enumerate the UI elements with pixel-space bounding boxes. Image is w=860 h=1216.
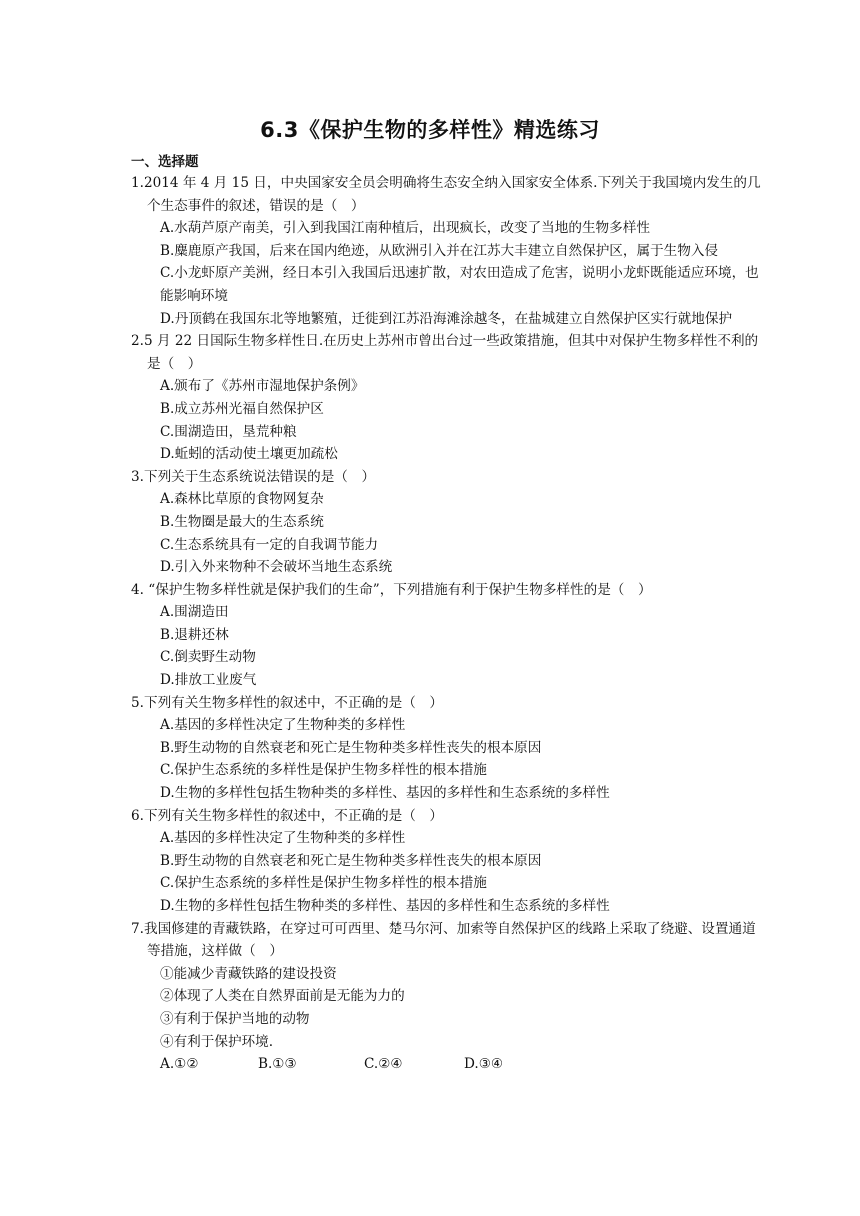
option-b: B.麋鹿原产我国，后来在国内绝迹，从欧洲引入并在江苏大丰建立自然保护区，属于生物入侵 <box>160 242 719 259</box>
question-5 <box>131 692 761 805</box>
option-c: C.小龙虾原产美洲，经日本引入我国后迅速扩散，对农田造成了危害，说明小龙虾既能适应环境，也能影响环境 <box>160 265 759 304</box>
option-b: B.野生动物的自然衰老和死亡是生物种类多样性丧失的根本原因 <box>160 739 542 756</box>
option-c: C.生态系统具有一定的自我调节能力 <box>160 536 379 553</box>
question-stem: 4. “保护生物多样性就是保护我们的生命”，下列措施有利于保护生物多样性的是（ ） <box>131 581 652 598</box>
option-a: A.水葫芦原产南美，引入到我国江南种植后，出现疯长，改变了当地的生物多样性 <box>160 220 650 237</box>
answer-choices-row <box>131 1053 761 1076</box>
question-4 <box>131 579 761 692</box>
option-a: A.基因的多样性决定了生物种类的多样性 <box>160 717 406 734</box>
choice-d: D.③④ <box>464 1056 504 1073</box>
statement-4: ④有利于保护环境. <box>160 1033 274 1050</box>
option-d: D.生物的多样性包括生物种类的多样性、基因的多样性和生态系统的多样性 <box>160 785 610 802</box>
choice-a: A.①② <box>160 1056 199 1073</box>
option-b: B.退耕还林 <box>160 626 229 643</box>
statement-2: ②体现了人类在自然界面前是无能为力的 <box>160 988 405 1005</box>
section-heading: 一、选择题 <box>131 154 199 170</box>
option-a: A.颁布了《苏州市湿地保护条例》 <box>160 378 365 395</box>
option-c: C.保护生态系统的多样性是保护生物多样性的根本措施 <box>160 762 487 779</box>
question-stem: 5.下列有关生物多样性的叙述中，不正确的是（ ） <box>131 694 444 711</box>
option-d: D.丹顶鹤在我国东北等地繁殖，迁徙到江苏沿海滩涂越冬，在盐城建立自然保护区实行就地保护 <box>160 310 733 327</box>
choice-c: C.②④ <box>364 1056 403 1073</box>
question-2 <box>131 330 761 466</box>
option-d: D.生物的多样性包括生物种类的多样性、基因的多样性和生态系统的多样性 <box>160 898 610 914</box>
question-6 <box>131 805 761 918</box>
option-a: A.森林比草原的食物网复杂 <box>160 491 324 508</box>
document-title: 6.3《保护生物的多样性》精选练习 <box>260 118 600 142</box>
choice-b: B.①③ <box>258 1056 297 1073</box>
statement-3: ③有利于保护当地的动物 <box>160 1010 310 1027</box>
question-stem: 3.下列关于生态系统说法错误的是（ ） <box>131 468 376 485</box>
option-d: D.排放工业废气 <box>160 672 257 689</box>
option-d: D.蚯蚓的活动使土壤更加疏松 <box>160 446 338 463</box>
option-b: B.野生动物的自然衰老和死亡是生物种类多样性丧失的根本原因 <box>160 852 542 869</box>
option-a: A.围湖造田 <box>160 604 229 621</box>
question-stem: 6.下列有关生物多样性的叙述中，不正确的是（ ） <box>131 807 444 824</box>
option-c: C.保护生态系统的多样性是保护生物多样性的根本措施 <box>160 875 487 892</box>
question-list <box>131 172 761 1076</box>
option-c: C.围湖造田，垦荒种粮 <box>160 423 297 440</box>
question-7 <box>131 918 761 1076</box>
option-b: B.生物圈是最大的生态系统 <box>160 513 324 530</box>
option-c: C.倒卖野生动物 <box>160 649 256 666</box>
question-3 <box>131 466 761 579</box>
question-stem: 7.我国修建的青藏铁路，在穿过可可西里、楚马尔河、加索等自然保护区的线路上采取了绕避、设置通道等措施，这样做（ ） <box>131 920 756 960</box>
option-b: B.成立苏州光福自然保护区 <box>160 400 324 417</box>
option-d: D.引入外来物种不会破坏当地生态系统 <box>160 559 393 576</box>
question-stem: 1.2014 年 4 月 15 日，中央国家安全员会明确将生态安全纳入国家安全体系.下列关于我国境内发生的几个生态事件的叙述，错误的是（ ） <box>131 175 761 214</box>
question-1 <box>131 172 761 330</box>
statement-1: ①能减少青藏铁路的建设投资 <box>160 965 337 982</box>
option-a: A.基因的多样性决定了生物种类的多样性 <box>160 830 406 847</box>
question-stem: 2.5 月 22 日国际生物多样性日.在历史上苏州市曾出台过一些政策措施，但其中对保护生物多样性不利的是（ ） <box>131 333 759 372</box>
